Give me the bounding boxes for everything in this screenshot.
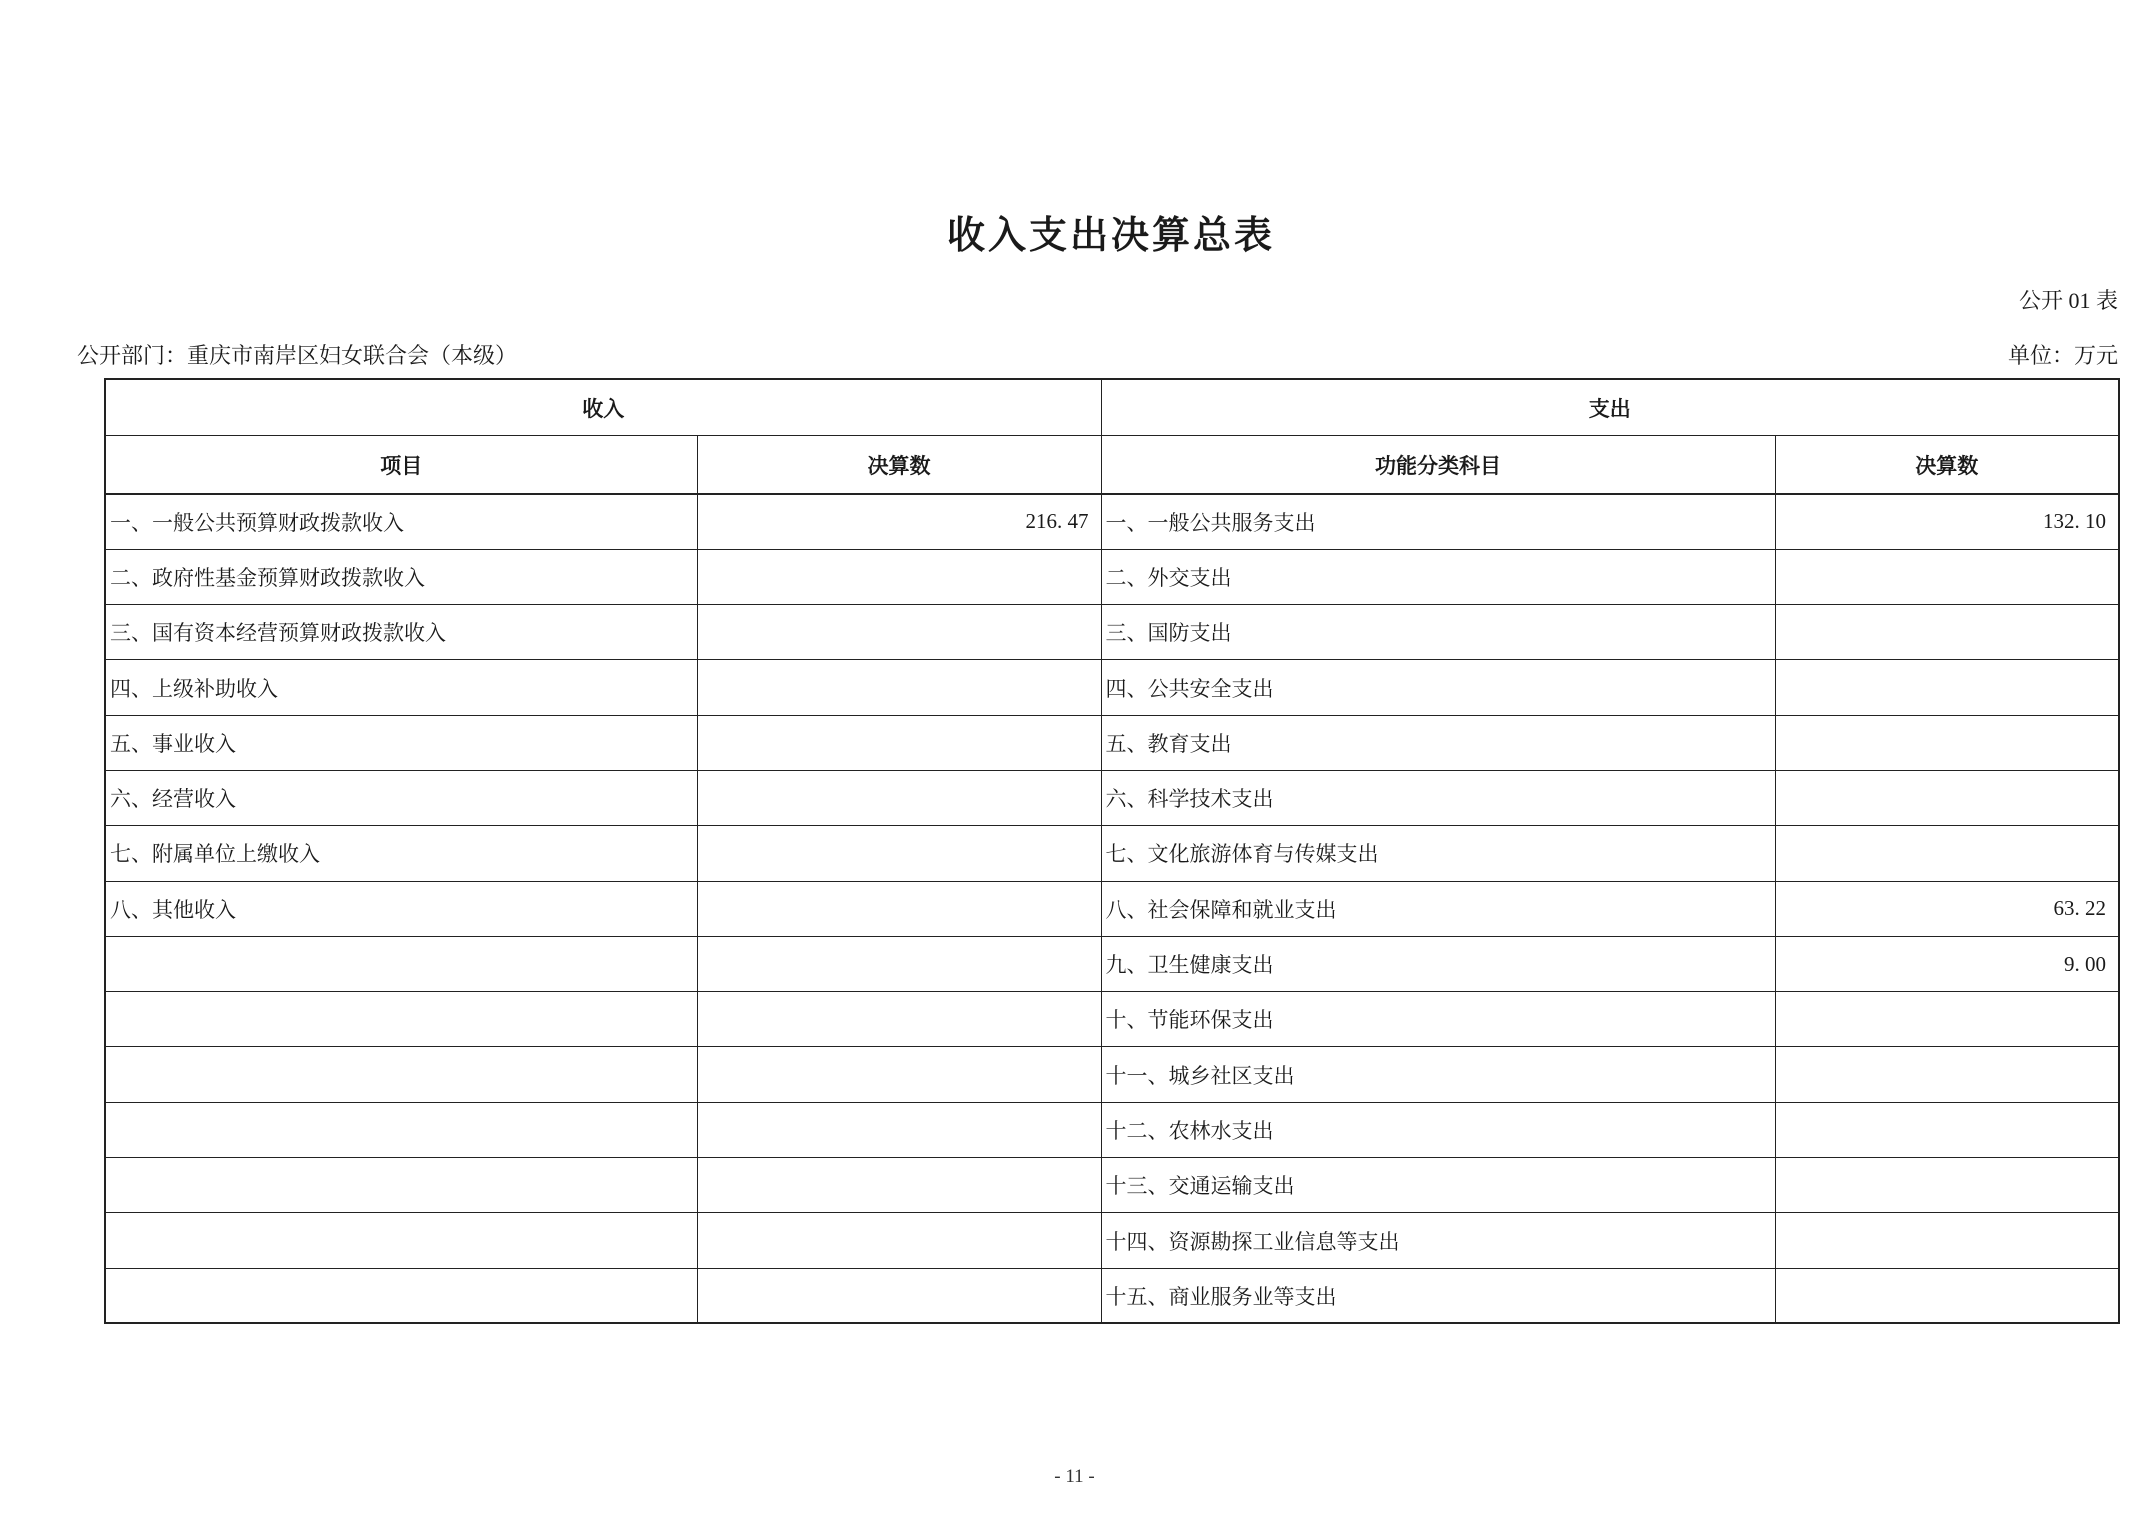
table-row <box>105 1268 2119 1323</box>
table-row <box>105 660 2119 715</box>
expenditure-item-cell: 十四、资源勘探工业信息等支出 <box>1101 1213 1775 1268</box>
table-row <box>105 1158 2119 1213</box>
income-amount-cell: 216. 47 <box>697 494 1101 549</box>
income-item-cell <box>105 1047 697 1102</box>
expenditure-amount-cell <box>1775 1158 2119 1213</box>
expenditure-item-cell: 十二、农林水支出 <box>1101 1102 1775 1157</box>
expenditure-amount-cell <box>1775 715 2119 770</box>
expenditure-amount-cell <box>1775 1268 2119 1323</box>
income-amount-cell <box>697 549 1101 604</box>
income-amount-cell <box>697 936 1101 991</box>
table-row <box>105 1047 2119 1102</box>
table-row <box>105 1213 2119 1268</box>
expenditure-section-header: 支出 <box>1101 379 2119 436</box>
income-amount-cell <box>697 1047 1101 1102</box>
expenditure-item-cell: 十三、交通运输支出 <box>1101 1158 1775 1213</box>
table-row <box>105 826 2119 881</box>
table-row <box>105 992 2119 1047</box>
expenditure-amount-cell: 63. 22 <box>1775 881 2119 936</box>
expenditure-amount-cell <box>1775 1213 2119 1268</box>
income-amount-cell <box>697 660 1101 715</box>
expenditure-item-column-header: 功能分类科目 <box>1101 436 1775 495</box>
income-amount-cell <box>697 1213 1101 1268</box>
income-amount-cell <box>697 770 1101 825</box>
expenditure-item-cell: 五、教育支出 <box>1101 715 1775 770</box>
expenditure-item-cell: 九、卫生健康支出 <box>1101 936 1775 991</box>
expenditure-item-cell: 十、节能环保支出 <box>1101 992 1775 1047</box>
income-item-cell <box>105 1158 697 1213</box>
expenditure-item-cell: 十五、商业服务业等支出 <box>1101 1268 1775 1323</box>
income-item-cell: 八、其他收入 <box>105 881 697 936</box>
income-item-cell: 三、国有资本经营预算财政拨款收入 <box>105 605 697 660</box>
page-title: 收入支出决算总表 <box>946 215 1275 257</box>
income-item-cell: 六、经营收入 <box>105 770 697 825</box>
department-label: 公开部门：重庆市南岸区妇女联合会（本级） <box>77 343 518 368</box>
income-section-header: 收入 <box>105 379 1101 436</box>
expenditure-amount-cell: 9. 00 <box>1775 936 2119 991</box>
expenditure-item-cell: 十一、城乡社区支出 <box>1101 1047 1775 1102</box>
table-row <box>105 770 2119 825</box>
income-item-column-header: 项目 <box>105 436 697 495</box>
expenditure-amount-cell <box>1775 549 2119 604</box>
expenditure-amount-cell <box>1775 992 2119 1047</box>
section-header-row <box>105 379 2119 436</box>
income-item-cell <box>105 936 697 991</box>
expenditure-item-cell: 四、公共安全支出 <box>1101 660 1775 715</box>
expenditure-amount-cell <box>1775 1102 2119 1157</box>
expenditure-amount-cell <box>1775 770 2119 825</box>
summary-table <box>104 378 2120 1324</box>
income-amount-cell <box>697 826 1101 881</box>
column-header-row <box>105 436 2119 495</box>
expenditure-item-cell: 三、国防支出 <box>1101 605 1775 660</box>
expenditure-amount-cell: 132. 10 <box>1775 494 2119 549</box>
income-item-cell: 五、事业收入 <box>105 715 697 770</box>
expenditure-amount-cell <box>1775 1047 2119 1102</box>
income-amount-cell <box>697 881 1101 936</box>
income-amount-column-header: 决算数 <box>697 436 1101 495</box>
expenditure-amount-cell <box>1775 605 2119 660</box>
meta-row <box>77 342 2118 370</box>
income-item-cell <box>105 1102 697 1157</box>
unit-label: 单位：万元 <box>2007 343 2118 368</box>
table-row <box>105 1102 2119 1157</box>
table-row <box>105 715 2119 770</box>
table-row <box>105 494 2119 549</box>
income-item-cell: 四、上级补助收入 <box>105 660 697 715</box>
expenditure-amount-column-header: 决算数 <box>1775 436 2119 495</box>
table-row <box>105 881 2119 936</box>
income-amount-cell <box>697 605 1101 660</box>
expenditure-item-cell: 六、科学技术支出 <box>1101 770 1775 825</box>
income-amount-cell <box>697 1268 1101 1323</box>
income-item-cell <box>105 992 697 1047</box>
table-body <box>105 494 2119 1323</box>
income-item-cell <box>105 1213 697 1268</box>
income-item-cell: 二、政府性基金预算财政拨款收入 <box>105 549 697 604</box>
expenditure-item-cell: 二、外交支出 <box>1101 549 1775 604</box>
income-item-cell: 七、附属单位上缴收入 <box>105 826 697 881</box>
table-row <box>105 936 2119 991</box>
income-amount-cell <box>697 1102 1101 1157</box>
table-row <box>105 605 2119 660</box>
expenditure-item-cell: 一、一般公共服务支出 <box>1101 494 1775 549</box>
expenditure-amount-cell <box>1775 826 2119 881</box>
income-item-cell: 一、一般公共预算财政拨款收入 <box>105 494 697 549</box>
expenditure-amount-cell <box>1775 660 2119 715</box>
form-number-label: 公开 01 表 <box>2018 288 2118 313</box>
income-amount-cell <box>697 715 1101 770</box>
income-amount-cell <box>697 992 1101 1047</box>
income-amount-cell <box>697 1158 1101 1213</box>
expenditure-item-cell: 七、文化旅游体育与传媒支出 <box>1101 826 1775 881</box>
income-item-cell <box>105 1268 697 1323</box>
page-number: - 11 - <box>1054 1466 1095 1487</box>
expenditure-item-cell: 八、社会保障和就业支出 <box>1101 881 1775 936</box>
table-row <box>105 549 2119 604</box>
